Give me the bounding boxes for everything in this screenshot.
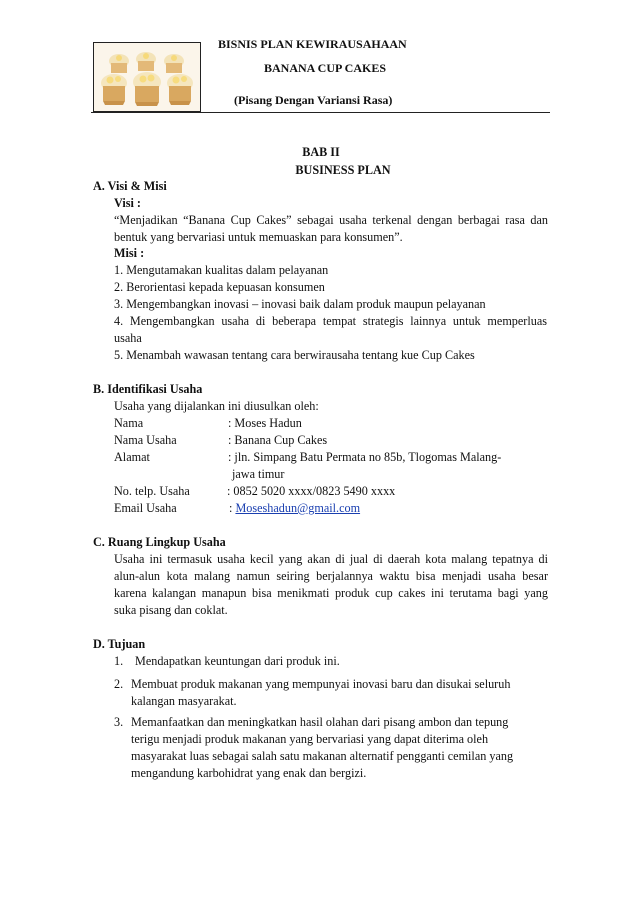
misi-item-4-cont: usaha xyxy=(114,331,142,345)
tujuan-num-3: 3. xyxy=(114,715,124,729)
section-c-line-1: Usaha ini termasuk usaha kecil yang akan di jual di daerah kota malang tepatnya di xyxy=(114,552,548,566)
field-value-email xyxy=(229,500,360,517)
cupcake-back-left xyxy=(109,54,129,73)
field-label-email: Email Usaha xyxy=(114,501,177,515)
field-label-nama: Nama xyxy=(114,416,144,430)
chapter-title: BUSINESS PLAN xyxy=(295,163,391,177)
field-value-telp: : 0852 5020 xxxx/0823 5490 xxxx xyxy=(227,484,396,498)
tujuan-item-3-line-4: mengandung karbohidrat yang enak dan bergizi. xyxy=(131,766,367,780)
tujuan-item-3-line-1: Memanfaatkan dan meningkatkan hasil olahan dari pisang ambon dan tepung xyxy=(131,715,509,729)
header-subtitle: BANANA CUP CAKES xyxy=(264,61,387,75)
header-logo-frame xyxy=(93,42,201,112)
visi-label: Visi : xyxy=(114,196,141,210)
cupcake-back-middle xyxy=(136,52,156,71)
tujuan-num-1: 1. xyxy=(114,654,124,668)
misi-item-2: 2. Berorientasi kepada kepuasan konsumen xyxy=(114,280,325,294)
field-value-alamat: : jln. Simpang Batu Permata no 85b, Tlogomas Malang- xyxy=(228,450,502,464)
misi-item-3: 3. Mengembangkan inovasi – inovasi baik dalam produk maupun pelayanan xyxy=(114,297,486,311)
section-c-line-2: alun-alun kota malang namun seiring berjalannya waktu bisa menjadi usaha besar xyxy=(114,569,548,583)
misi-item-4: 4. Mengembangkan usaha di beberapa tempat strategis lainnya untuk memperluas xyxy=(114,314,547,328)
tujuan-item-3-line-2: terigu menjadi produk makanan yang bervariasi yang dapat diterima oleh xyxy=(131,732,489,746)
misi-label: Misi : xyxy=(114,246,145,260)
visi-line-1: “Menjadikan “Banana Cup Cakes” sebagai usaha terkenal dengan berbagai rasa dan xyxy=(114,213,548,227)
field-label-alamat: Alamat xyxy=(114,450,150,464)
tujuan-num-2: 2. xyxy=(114,677,124,691)
cupcake-front-middle xyxy=(133,72,161,106)
tujuan-item-2-line-2: kalangan masyarakat. xyxy=(131,694,237,708)
visi-line-2: bentuk yang bervariasi untuk memuaskan para konsumen”. xyxy=(114,230,403,244)
section-d-heading: D. Tujuan xyxy=(93,637,146,651)
tujuan-item-1-line-1: Mendapatkan keuntungan dari produk ini. xyxy=(135,654,340,668)
email-colon: : xyxy=(229,501,236,515)
cupcake-front-right xyxy=(167,74,193,105)
misi-item-1: 1. Mengutamakan kualitas dalam pelayanan xyxy=(114,263,329,277)
tujuan-item-3-line-3: masyarakat luas sebagai salah satu makanan alternatif pengganti cemilan yang xyxy=(131,749,514,763)
cupcake-back-right xyxy=(164,54,184,73)
cupcakes-photo-icon xyxy=(94,43,200,111)
field-value-alamat-cont: jawa timur xyxy=(232,467,285,481)
misi-item-5: 5. Menambah wawasan tentang cara berwirausaha tentang kue Cup Cakes xyxy=(114,348,475,362)
section-b-intro: Usaha yang dijalankan ini diusulkan oleh: xyxy=(114,399,319,413)
cupcake-front-left xyxy=(101,74,127,105)
field-label-nama-usaha: Nama Usaha xyxy=(114,433,177,447)
header-divider xyxy=(91,112,550,113)
field-value-nama: : Moses Hadun xyxy=(228,416,302,430)
section-a-heading: A. Visi & Misi xyxy=(93,179,167,193)
tujuan-item-2-line-1: Membuat produk makanan yang mempunyai inovasi baru dan disukai seluruh xyxy=(131,677,511,691)
header-title: BISNIS PLAN KEWIRAUSAHAAN xyxy=(218,37,407,51)
section-c-line-3: karena kalangan manapun bisa menikmati produk cup cakes ini terutama bagi yang xyxy=(114,586,548,600)
field-value-nama-usaha: : Banana Cup Cakes xyxy=(228,433,328,447)
chapter-number: BAB II xyxy=(302,145,340,159)
section-c-line-4: suka pisang dan coklat. xyxy=(114,603,228,617)
section-c-heading: C. Ruang Lingkup Usaha xyxy=(93,535,226,549)
header-tagline: (Pisang Dengan Variansi Rasa) xyxy=(234,93,393,107)
email-link[interactable]: Moseshadun@gmail.com xyxy=(235,501,361,515)
field-label-telp: No. telp. Usaha xyxy=(114,484,190,498)
section-b-heading: B. Identifikasi Usaha xyxy=(93,382,203,396)
